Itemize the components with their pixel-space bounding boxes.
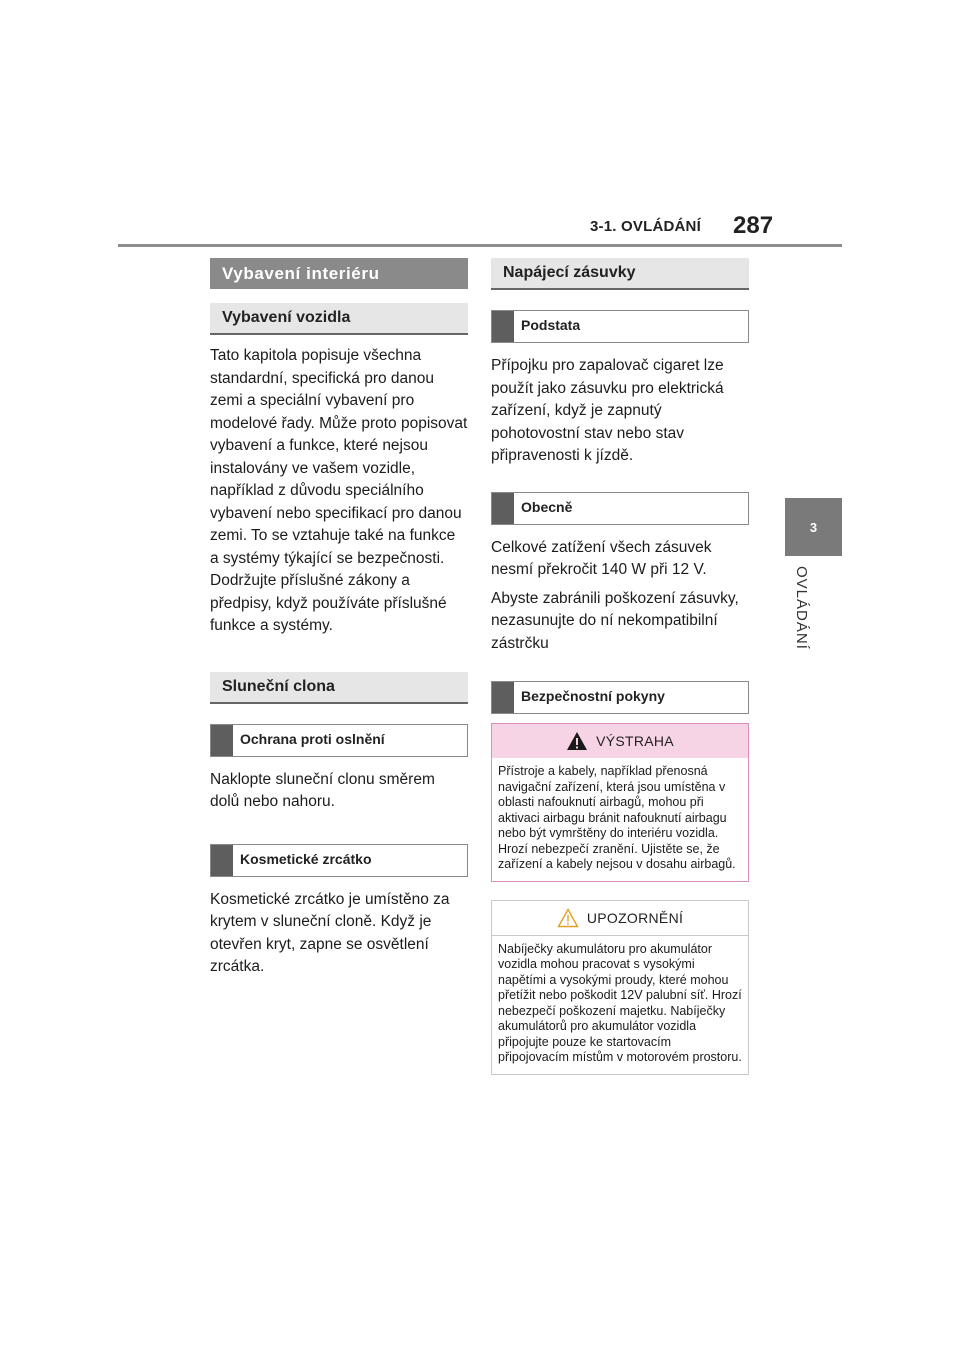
warning-text: Přístroje a kabely, například přenosná navigační zařízení, která jsou umístěna v oblasti nafouknutí airbagů, mohou při aktivaci airbagu bránit nafouknutí airbagu nebo být vymrštěny do interiéru vozidla. Hrozí nebezpečí zranění. Ujistěte se, že zařízení a kabely nejsou v dosahu airbagů.	[498, 764, 736, 871]
warning-title: VÝSTRAHA	[596, 733, 674, 749]
safety-heading	[491, 681, 749, 714]
vanity-mirror-text: Kosmetické zrcátko je umístěno za krytem v sluneční cloně. Když je otevřen kryt, zapne se osvětlení zrcátka.	[210, 890, 450, 975]
essence-label: Podstata	[521, 317, 581, 333]
sun-visor-heading: Sluneční clona	[210, 672, 468, 704]
heading-marker	[492, 311, 514, 342]
glare-protection-text: Naklopte sluneční clonu směrem dolů nebo nahoru.	[210, 770, 435, 810]
section-title: 3-1. OVLÁDÁNÍ	[590, 218, 701, 235]
heading-marker	[211, 725, 233, 756]
power-sockets-heading: Napájecí zásuvky	[491, 258, 749, 290]
notice-box	[491, 900, 749, 1075]
caution-triangle-icon	[557, 908, 579, 928]
notice-header	[492, 901, 748, 936]
general-label: Obecně	[521, 498, 573, 515]
safety-label: Bezpečnostní pokyny	[521, 688, 665, 704]
page-number: 287	[733, 212, 774, 239]
glare-protection-label: Ochrana proti oslnění	[240, 730, 385, 747]
general-heading	[491, 492, 749, 525]
left-column	[210, 258, 468, 979]
chapter-tab	[785, 498, 842, 556]
glare-protection-heading	[210, 724, 468, 757]
vehicle-equipment-heading: Vybavení vozidla	[210, 303, 468, 335]
general-text-load: Celkové zatížení všech zásuvek nesmí překročit 140 W při 12 V.	[491, 538, 712, 578]
vanity-mirror-heading	[210, 844, 468, 877]
essence-heading	[491, 310, 749, 343]
warning-triangle-icon	[566, 731, 588, 751]
chapter-label: OVLÁDÁNÍ	[793, 566, 810, 650]
vanity-mirror-label: Kosmetické zrcátko	[240, 850, 372, 867]
heading-marker	[492, 682, 514, 713]
right-column	[491, 258, 749, 1075]
heading-marker	[211, 845, 233, 876]
warning-box	[491, 723, 749, 882]
header-rule	[118, 244, 842, 247]
notice-text: Nabíječky akumulátoru pro akumulátor vozidla mohou pracovat s vysokými napětími a vysokými proudy, které mohou přetížit nebo poškodit 12V palubní síť. Hrozí nebezpečí poškození majetku. Nabíječky akumulátorů pro akumulátor vozidla připojujte pouze ke startovacím připojovacím místům v motorovém prostoru.	[498, 941, 742, 1064]
notice-title: UPOZORNĚNÍ	[586, 909, 684, 926]
essence-text: Přípojku pro zapalovač cigaret lze použít jako zásuvku pro elektrická zařízení, když je zapnutý pohotovostní stav nebo stav připravenosti k jízdě.	[491, 357, 724, 464]
chapter-number: 3	[809, 519, 818, 535]
heading-marker	[492, 493, 514, 524]
interior-equipment-heading: Vybavení interiéru	[210, 258, 468, 289]
vehicle-equipment-text: Tato kapitola popisuje všechna standardní, specifická pro danou zemi a speciální vybavení pro modelové řady. Může proto popisovat vybavení a funkce, které nejsou instalovány ve vašem vozidle, například z důvodu speciálního vybavení nebo specifikací pro danou zemi. To se vztahuje také na funkce a systémy týkající se bezpečnosti. Dodržujte příslušné zákony a předpisy, když používáte příslušné funkce a systémy.	[210, 347, 468, 634]
warning-header	[492, 724, 748, 758]
general-text-plug: Abyste zabránili poškození zásuvky, nezasunujte do ní nekompatibilní zástrčku	[491, 589, 739, 652]
